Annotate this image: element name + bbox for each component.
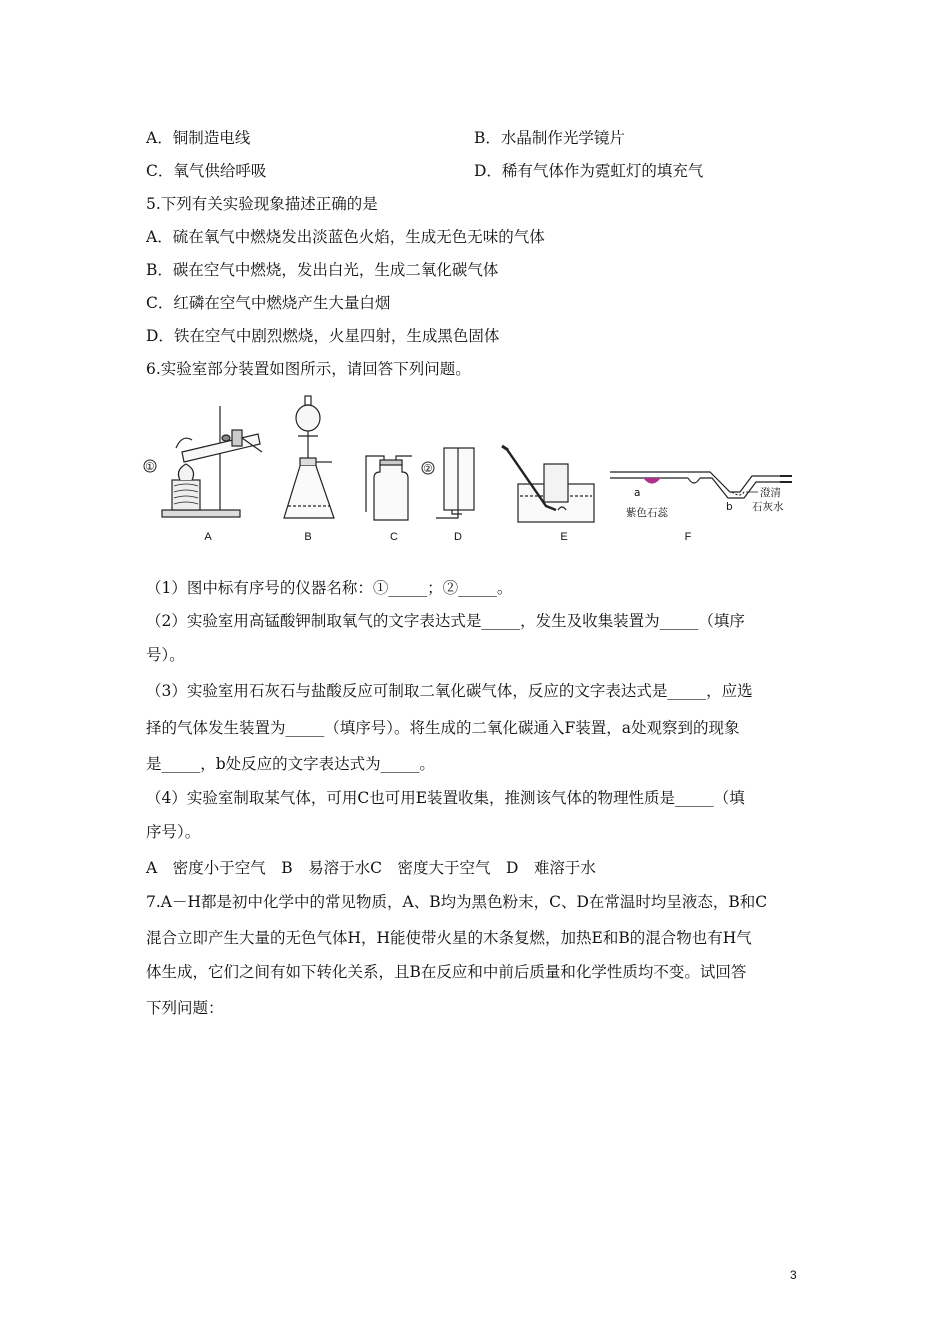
q6-stem: 6.实验室部分装置如图所示，请回答下列问题。: [146, 360, 471, 378]
q5-stem: 5.下列有关实验现象描述正确的是: [146, 195, 378, 213]
q4-option-c: C．氧气供给呼吸: [146, 162, 267, 180]
q6-part-4-line-2: 序号）。: [146, 823, 201, 841]
marker-1-label: ①: [145, 461, 155, 473]
q5-option-d: D．铁在空气中剧烈燃烧，火星四射，生成黑色固体: [146, 327, 500, 345]
q7-line-1: 7.A－H都是初中化学中的常见物质，A、B均为黑色粉末，C、D在常温时均呈液态，B和C: [146, 893, 768, 911]
q6-part-4-line-1: （4）实验室制取某气体，可用C也可用E装置收集，推测该气体的物理性质是_____（填: [146, 789, 745, 807]
caption-d: D: [454, 531, 462, 543]
label-purple-litmus: 紫色石蕊: [626, 507, 668, 519]
apparatus-d: [436, 448, 474, 518]
q4-option-a: A．铜制造电线: [146, 129, 251, 147]
caption-c: C: [390, 531, 398, 543]
caption-e: E: [560, 531, 568, 543]
purple-litmus-drop: [644, 478, 660, 483]
caption-b: B: [304, 531, 312, 543]
q6-part-2-line-2: 号）。: [146, 646, 185, 664]
q4-option-b: B．水晶制作光学镜片: [474, 129, 625, 147]
label-limewater-2: 石灰水: [752, 501, 784, 513]
apparatus-b: [284, 396, 334, 518]
q7-line-2: 混合立即产生大量的无色气体H，H能使带火星的木条复燃，加热E和B的混合物也有H气: [146, 929, 752, 947]
label-b: b: [726, 501, 733, 513]
label-limewater-1: 澄清: [760, 487, 781, 499]
apparatus-e: [502, 446, 594, 522]
label-a: a: [634, 487, 641, 499]
q6-part-4-options: A 密度小于空气 B 易溶于水C 密度大于空气 D 难溶于水: [146, 859, 596, 877]
q6-part-3-line-1: （3）实验室用石灰石与盐酸反应可制取二氧化碳气体，反应的文字表达式是_____，应选: [146, 682, 753, 700]
q6-part-3-line-2: 择的气体发生装置为_____（填序号）。将生成的二氧化碳通入F装置，a处观察到的现象: [146, 719, 740, 737]
q4-option-d: D．稀有气体作为霓虹灯的填充气: [474, 162, 704, 180]
q6-part-2-line-1: （2）实验室用高锰酸钾制取氧气的文字表达式是_____，发生及收集装置为_____（填序: [146, 612, 745, 630]
page-number: 3: [790, 1268, 797, 1282]
marker-2-label: ②: [423, 463, 433, 475]
caption-a: A: [204, 531, 212, 543]
q6-part-1: （1）图中标有序号的仪器名称：①_____；②_____。: [146, 579, 513, 597]
caption-f: F: [684, 531, 692, 543]
q5-option-b: B．碳在空气中燃烧，发出白光，生成二氧化碳气体: [146, 261, 499, 279]
lab-apparatus-figure: [140, 392, 820, 552]
q6-part-3-line-3: 是_____，b处反应的文字表达式为_____。: [146, 755, 435, 773]
q7-line-4: 下列问题：: [146, 999, 224, 1017]
apparatus-c: [366, 456, 412, 520]
q5-option-a: A．硫在氧气中燃烧发出淡蓝色火焰，生成无色无味的气体: [146, 228, 545, 246]
apparatus-a: [162, 406, 262, 517]
q5-option-c: C．红磷在空气中燃烧产生大量白烟: [146, 294, 391, 312]
q7-line-3: 体生成，它们之间有如下转化关系，且B在反应和中前后质量和化学性质均不变。试回答: [146, 963, 747, 981]
